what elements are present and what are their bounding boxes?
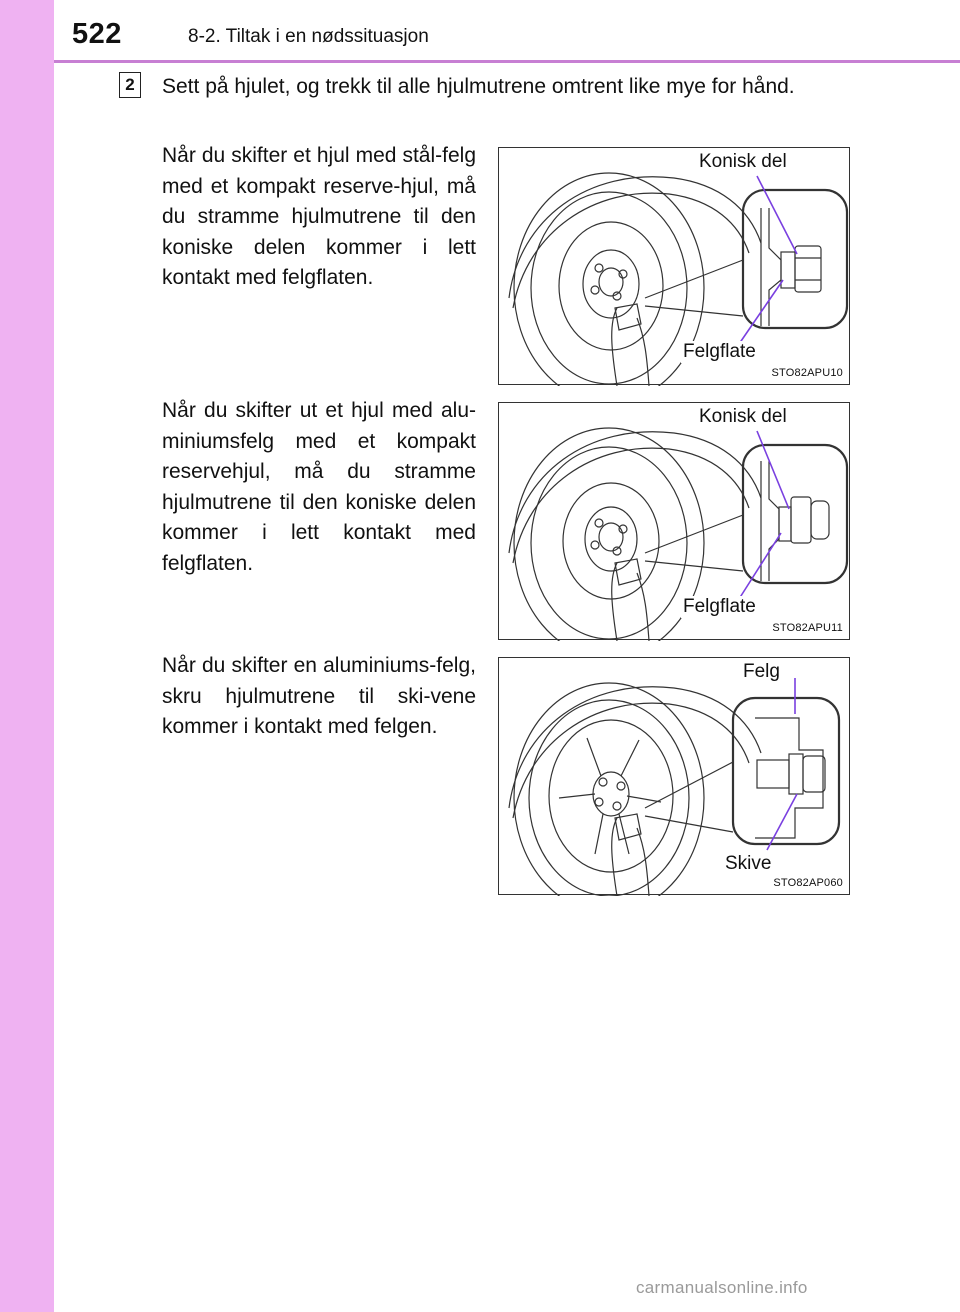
figure-code: STO82AP060 (773, 877, 843, 889)
figure-steel-rim (498, 147, 850, 385)
paragraph-aluminium-rim: Når du skifter en aluminiums-felg, skru hjulmutrene til ski-vene kommer i kontakt med felgen. (162, 654, 476, 738)
paragraph-aluminium-compact: Når du skifter ut et hjul med alu-miniumsfelg med et kompakt reservehjul, må du stramme hjulmutrene til den koniske delen kommer i lett kontakt med felgflaten. (162, 399, 476, 575)
sidebar-tab (0, 0, 54, 1312)
callout-label-bottom: Felgflate (683, 341, 756, 362)
wheel-illustration-1 (499, 148, 851, 386)
figure-code: STO82APU10 (771, 367, 843, 379)
callout-label-bottom: Felgflate (683, 596, 756, 617)
step-instruction: Sett på hjulet, og trekk til alle hjulmutrene omtrent like mye for hånd. (162, 75, 795, 98)
figure-aluminium-compact (498, 402, 850, 640)
step-number-badge: 2 (119, 72, 141, 98)
callout-label-bottom: Skive (725, 853, 772, 874)
watermark: carmanualsonline.info (636, 1278, 808, 1297)
callout-label-top: Felg (743, 661, 780, 682)
page-number: 522 (72, 18, 122, 50)
callout-label-top: Konisk del (699, 406, 787, 427)
figure-code: STO82APU11 (772, 622, 843, 634)
wheel-illustration-3 (499, 658, 851, 896)
wheel-illustration-2 (499, 403, 851, 641)
paragraph-steel-rim: Når du skifter et hjul med stål-felg med et kompakt reserve-hjul, må du stramme hjulmutrene til den koniske delen kommer i lett kontakt med felgflaten. (162, 144, 476, 289)
section-title: 8-2. Tiltak i en nødssituasjon (188, 26, 429, 47)
callout-label-top: Konisk del (699, 151, 787, 172)
header-rule (54, 60, 960, 63)
figure-aluminium-rim (498, 657, 850, 895)
